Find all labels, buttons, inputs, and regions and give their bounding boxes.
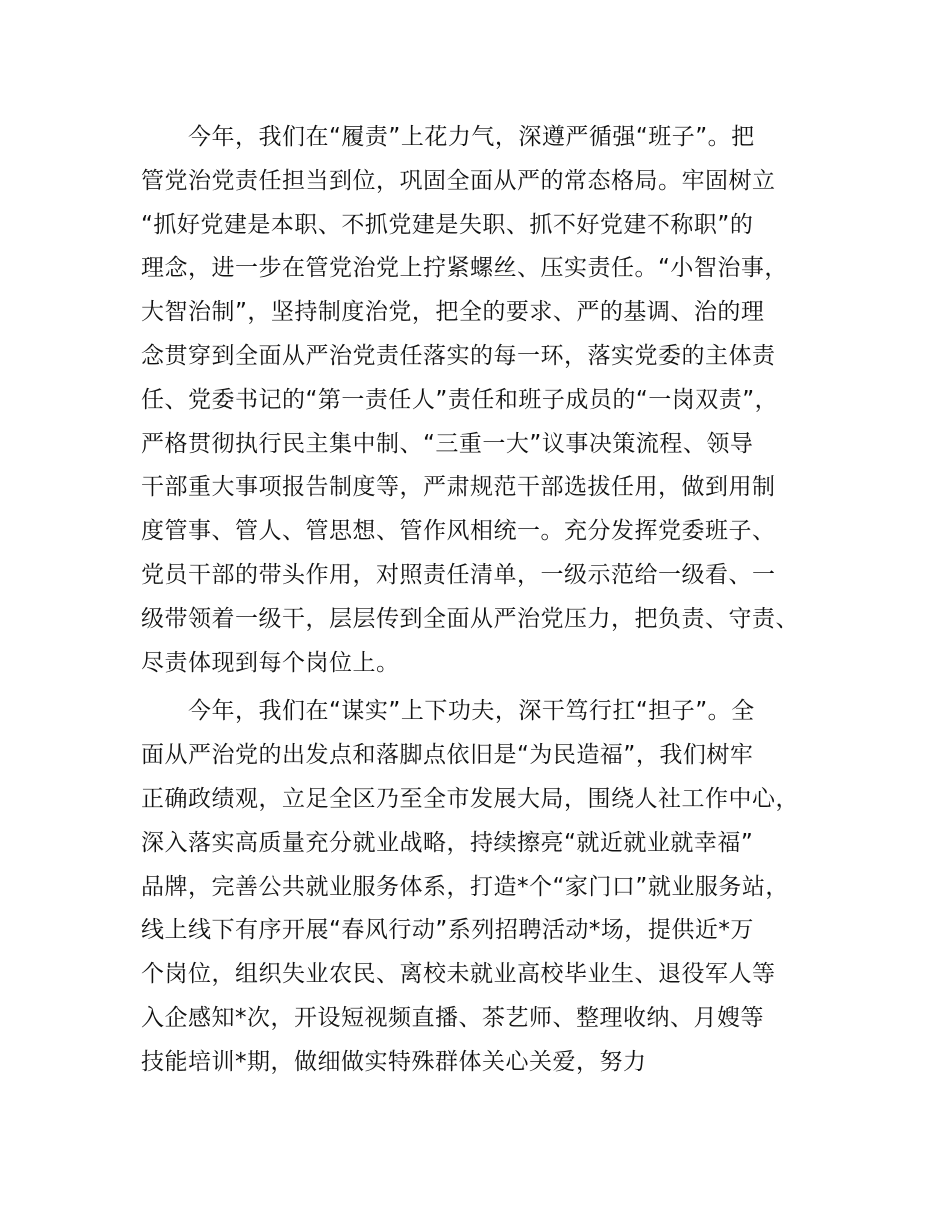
- document-body: [141, 116, 841, 1085]
- text-line: 今年，我们在“谋实”上下功夫，深干笃行扛“担子”。全: [188, 698, 755, 725]
- text-line: 大智治制”，坚持制度治党，把全的要求、严的基调、治的理: [141, 299, 765, 326]
- text-line: 干部重大事项报告制度等，严肃规范干部选拔任用，做到用制: [141, 474, 776, 501]
- paragraph-2: [141, 690, 841, 1084]
- text-line: 党员干部的带头作用，对照责任清单，一级示范给一级看、一: [141, 561, 776, 588]
- text-line: 理念，进一步在管党治党上拧紧螺丝、压实责任。“小智治事，: [141, 255, 788, 282]
- text-line: 深入落实高质量充分就业战略，持续擦亮“就近就业就幸福”: [141, 829, 754, 856]
- text-line: 严格贯彻执行民主集中制、“三重一大”议事决策流程、领导: [141, 430, 754, 457]
- text-line: 任、党委书记的“第一责任人”责任和班子成员的“一岗双责”，: [141, 386, 779, 413]
- text-line: 技能培训*期，做细做实特殊群体关心关爱，努力: [141, 1048, 647, 1075]
- text-line: 面从严治党的出发点和落脚点依旧是“为民造福”，我们树牢: [141, 742, 754, 769]
- text-line: 级带领着一级干，层层传到全面从严治党压力，把负责、守责、: [141, 605, 799, 632]
- text-line: 个岗位，组织失业农民、离校未就业高校毕业生、退役军人等: [141, 961, 776, 988]
- text-line: “抓好党建是本职、不抓党建是失职、抓不好党建不称职”的: [141, 211, 754, 238]
- text-line: 正确政绩观，立足全区乃至全市发展大局，围绕人社工作中心，: [141, 785, 799, 812]
- text-line: 尽责体现到每个岗位上。: [141, 649, 400, 676]
- text-line: 线上线下有序开展“春风行动”系列招聘活动*场，提供近*万: [141, 917, 754, 944]
- text-line: 度管事、管人、管思想、管作风相统一。充分发挥党委班子、: [141, 518, 776, 545]
- text-line: 品牌，完善公共就业服务体系，打造*个“家门口”就业服务站，: [141, 873, 789, 900]
- text-line: 入企感知*次，开设短视频直播、茶艺师、整理收纳、月嫂等: [141, 1004, 764, 1031]
- text-line: 念贯穿到全面从严治党责任落实的每一环，落实党委的主体责: [141, 342, 776, 369]
- paragraph-1: [141, 116, 841, 685]
- text-line: 管党治党责任担当到位，巩固全面从严的常态格局。牢固树立: [141, 167, 776, 194]
- text-line: 今年，我们在“履责”上花力气，深遵严循强“班子”。把: [188, 124, 755, 150]
